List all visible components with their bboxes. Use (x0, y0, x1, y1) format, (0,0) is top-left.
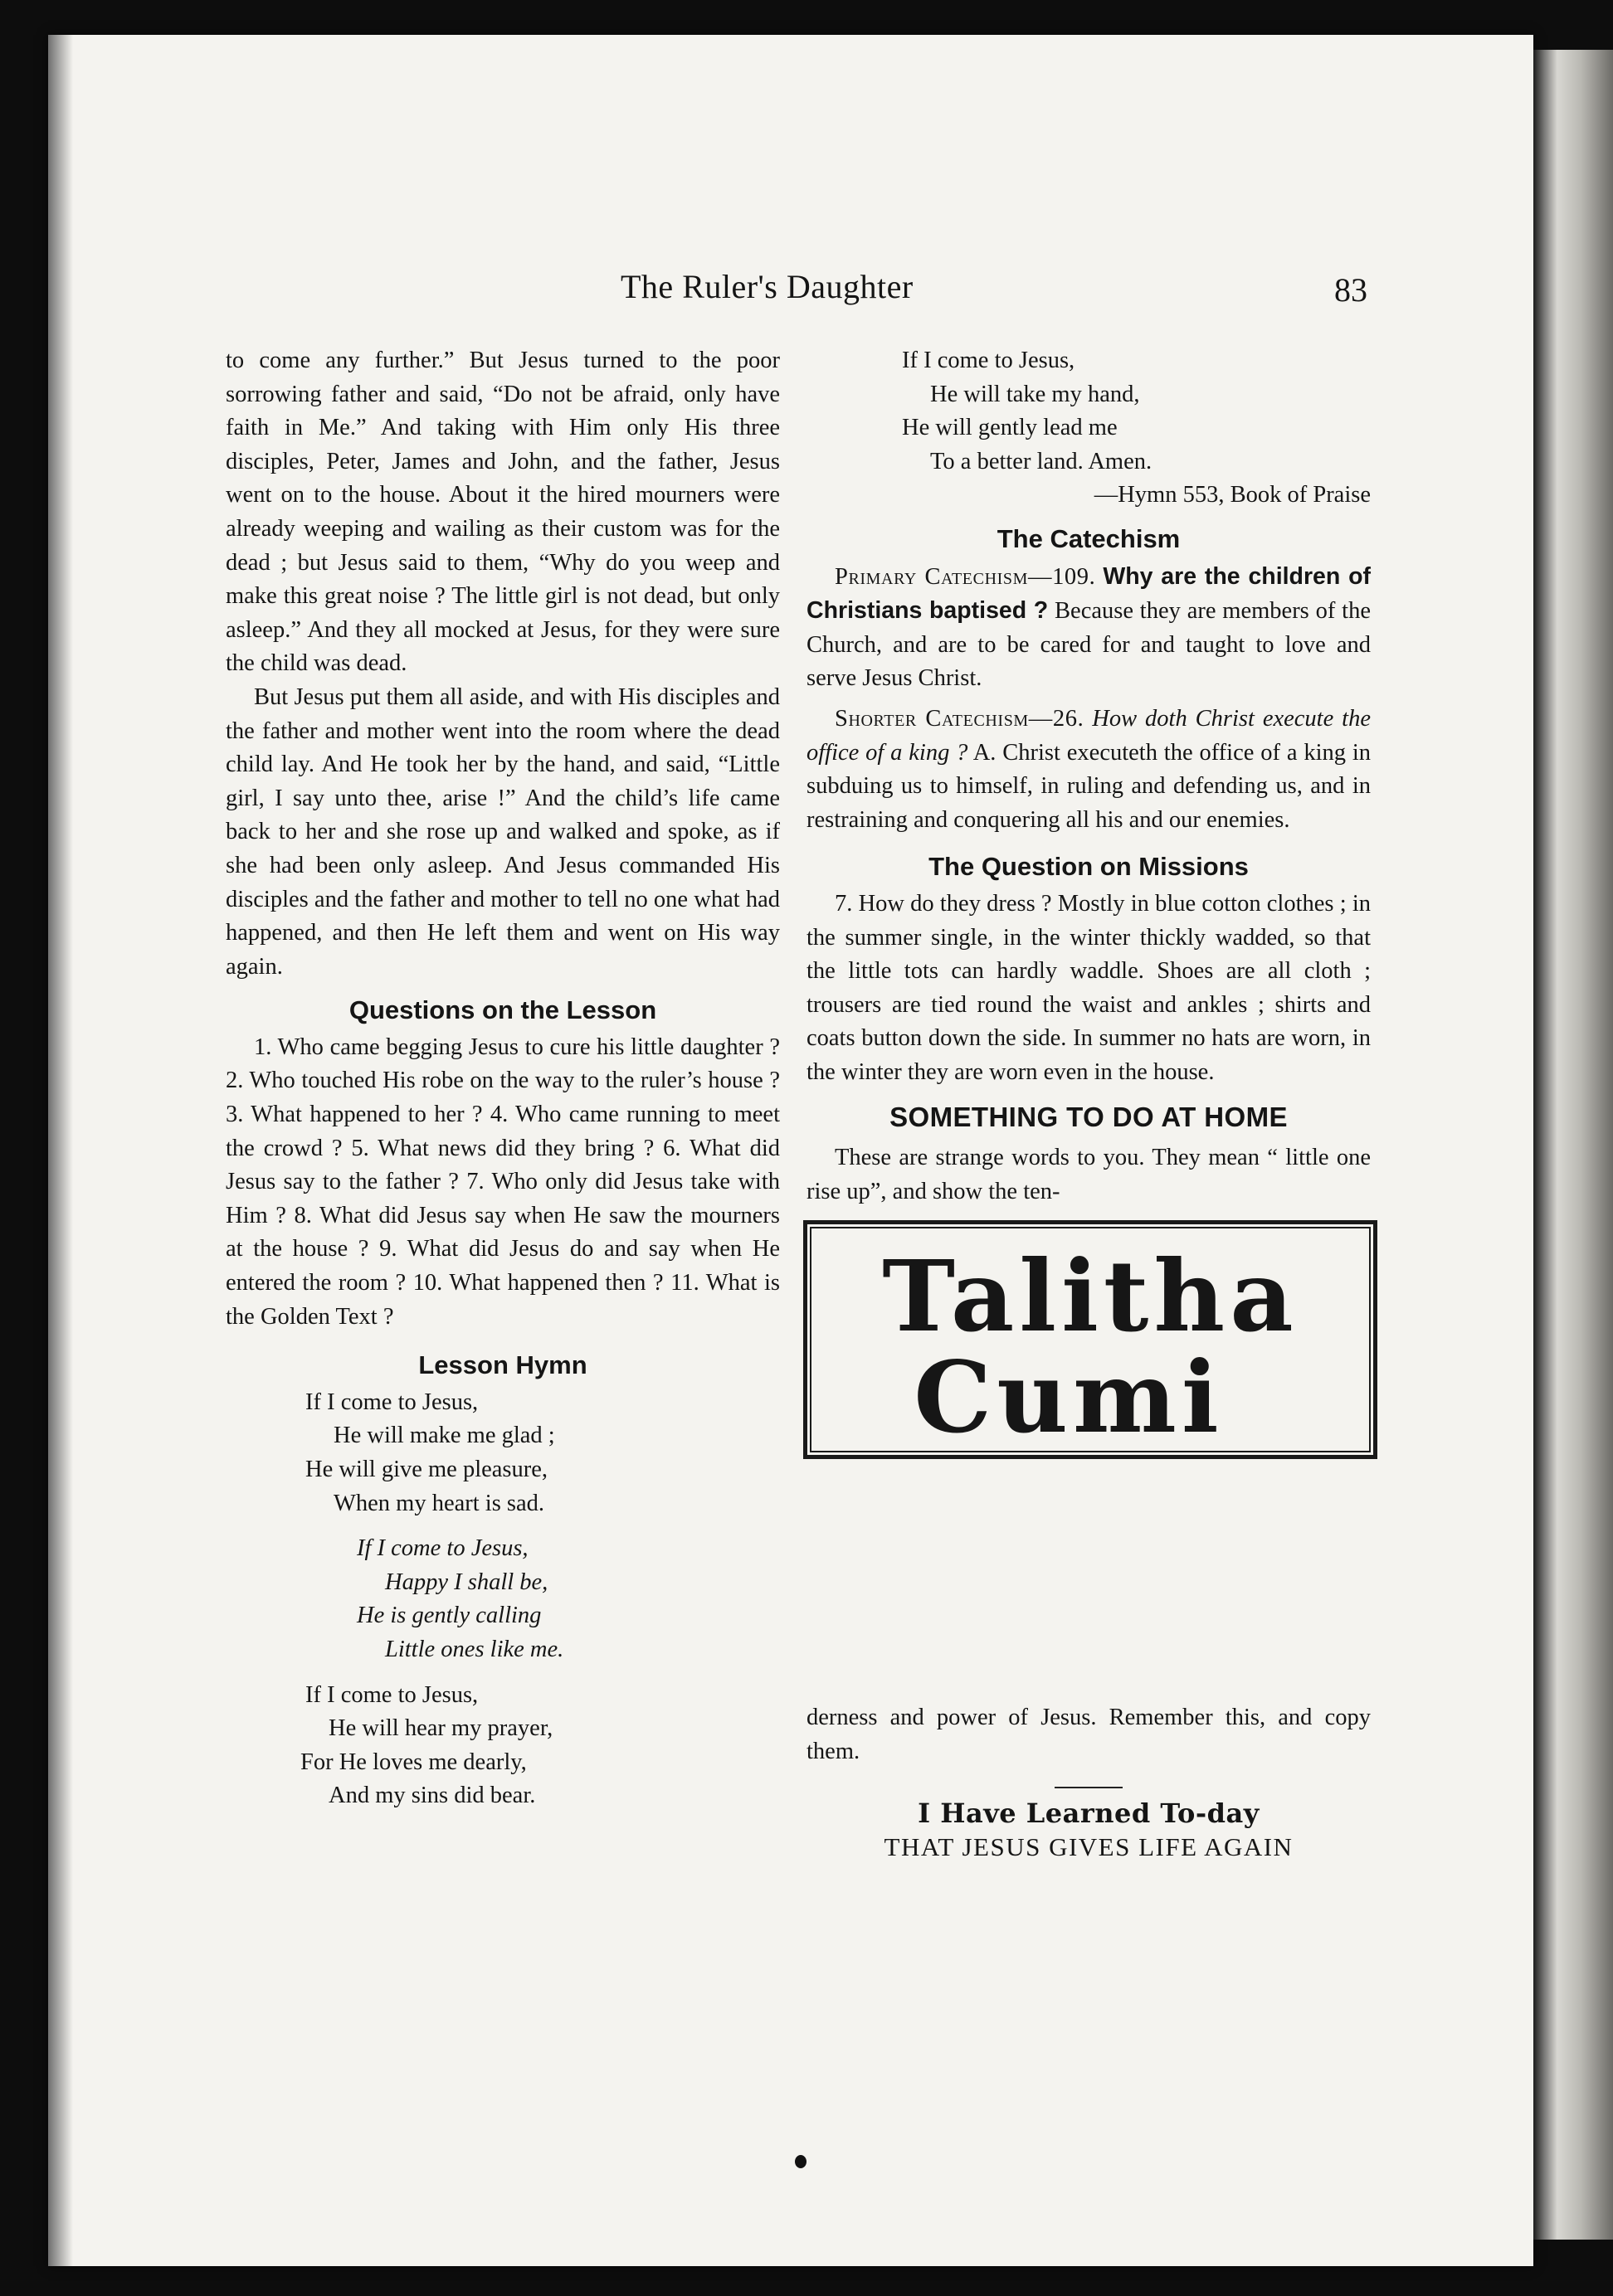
home-paragraph-1: These are strange words to you. They mean “ little one rise up”, and show the ten- (806, 1145, 1371, 1204)
hymn-chorus (226, 1532, 780, 1666)
verse-line: To a better land. Amen. (930, 448, 1152, 474)
verse-line: And my sins did bear. (329, 1783, 536, 1809)
talitha-word: Talitha (882, 1238, 1299, 1355)
hymn-verse-3 (806, 344, 1371, 479)
divider-rule (1055, 1787, 1123, 1788)
shorter-catechism-label: Shorter Catechism—26. (835, 705, 1084, 732)
shorter-catechism-answer: A. Christ executeth the office of a king in subduing us to himself, in ruling and defending us, and in restraining and conquering all his and our enemies. (806, 739, 1371, 833)
verse-line: He will gently lead me (902, 415, 1118, 441)
hymn-verse-1 (226, 1386, 780, 1520)
hymn-attribution: —Hymn 553, Book of Praise (1094, 482, 1371, 508)
verse-line: If I come to Jesus, (305, 1681, 479, 1708)
questions-paragraph: 1. Who came begging Jesus to cure his little daughter ? 2. Who touched His robe on the way to the ruler’s house ? 3. What happened to her ? 4. Who came running to meet the crowd ? 5. What news did they bring ? 6. What did Jesus say to the father ? 7. Who only did Jesus take with Him ? 8. What did Jesus say when He saw the mourners at the house ? 9. What did Jesus do and say when He entered the room ? 10. What happened then ? 11. What is the Golden Text ? (226, 1034, 780, 1330)
primary-catechism-label: Primary Catechism—109. (835, 563, 1096, 590)
verse-line: He will hear my prayer, (329, 1715, 553, 1742)
questions-heading: Questions on the Lesson (348, 995, 657, 1025)
verse-line: He will take my hand, (930, 381, 1140, 407)
shorter-catechism-question: How doth Christ execute the office of a king ? (806, 705, 1371, 766)
chorus-line: He is gently calling (357, 1603, 542, 1629)
verse-line: If I come to Jesus, (902, 348, 1075, 373)
adjacent-page-edge (1533, 50, 1613, 2240)
talitha-cumi-box (803, 1220, 1377, 1459)
home-heading: SOMETHING TO DO AT HOME (889, 1102, 1288, 1133)
missions-heading: The Question on Missions (928, 852, 1249, 882)
left-column (226, 344, 780, 1813)
missions-paragraph: 7. How do they dress ? Mostly in blue cotton clothes ; in the summer single, in the winter thickly wadded, so that the little tots can hardly waddle. Shoes are all cloth ; trousers are tied round the waist and ankles ; shirts and coats button down the side. In summer no hats are worn, in the winter they are worn even in the house. (806, 890, 1371, 1085)
right-column (806, 344, 1371, 1865)
ink-dot (795, 2155, 806, 2168)
cumi-word: Cumi (914, 1340, 1224, 1456)
story-paragraph-2: But Jesus put them all aside, and with His disciples and the father and mother went into the room where the dead child lay. And He took her by the hand, and said, “Little girl, I say unto thee, arise !” And the child’s life came back to her and she rose up and walked and spoke, as if she had been only asleep. And Jesus commanded His disciples and the father and mother to tell no one what had happened, and then He left them and went on His way again. (226, 683, 780, 980)
story-paragraph-1: to come any further.” But Jesus turned to the poor sorrowing father and said, “Do not be afraid, only have faith in Me.” And taking with Him only His three disciples, Peter, James and John, and the father, Jesus went on to the house. About it the hired mourners were already weeping and wailing as their custom was for the dead ; but Jesus said to them, “Why do you weep and make this great noise ? The little girl is not dead, but only asleep.” And they all mocked at Jesus, for they were sure the child was dead. (226, 348, 780, 677)
verse-line: If I come to Jesus, (305, 1389, 479, 1415)
primary-catechism (806, 560, 1371, 696)
running-head (0, 267, 1613, 317)
verse-line: He will give me pleasure, (305, 1457, 548, 1482)
blank-area (806, 1459, 1371, 1701)
verse-line: He will make me glad ; (334, 1423, 555, 1449)
verse-line: When my heart is sad. (334, 1490, 545, 1516)
hymn-heading: Lesson Hymn (418, 1350, 587, 1380)
binding-shadow (48, 35, 73, 2266)
talitha-cumi-lettering (807, 1224, 1373, 1455)
catechism-heading: The Catechism (997, 523, 1181, 553)
chorus-line: Happy I shall be, (385, 1569, 548, 1595)
primary-catechism-question: Why are the children of Christians baptised ? (806, 562, 1371, 625)
page-number: 83 (1334, 271, 1367, 309)
learned-text: THAT JESUS GIVES LIFE AGAIN (884, 1832, 1294, 1862)
hymn-verse-2 (226, 1679, 780, 1813)
learned-heading: I Have Learned To-day (918, 1797, 1260, 1830)
primary-catechism-answer: Because they are members of the Church, and are to be cared for and taught to love and serve Jesus Christ. (806, 598, 1371, 692)
chorus-line: Little ones like me. (385, 1636, 564, 1662)
shorter-catechism (806, 703, 1371, 837)
chorus-line: If I come to Jesus, (357, 1535, 529, 1562)
home-paragraph-2: derness and power of Jesus. Remember this, and copy them. (806, 1705, 1371, 1764)
running-title: The Ruler's Daughter (621, 268, 914, 305)
verse-line: For He loves me dearly, (300, 1749, 527, 1775)
